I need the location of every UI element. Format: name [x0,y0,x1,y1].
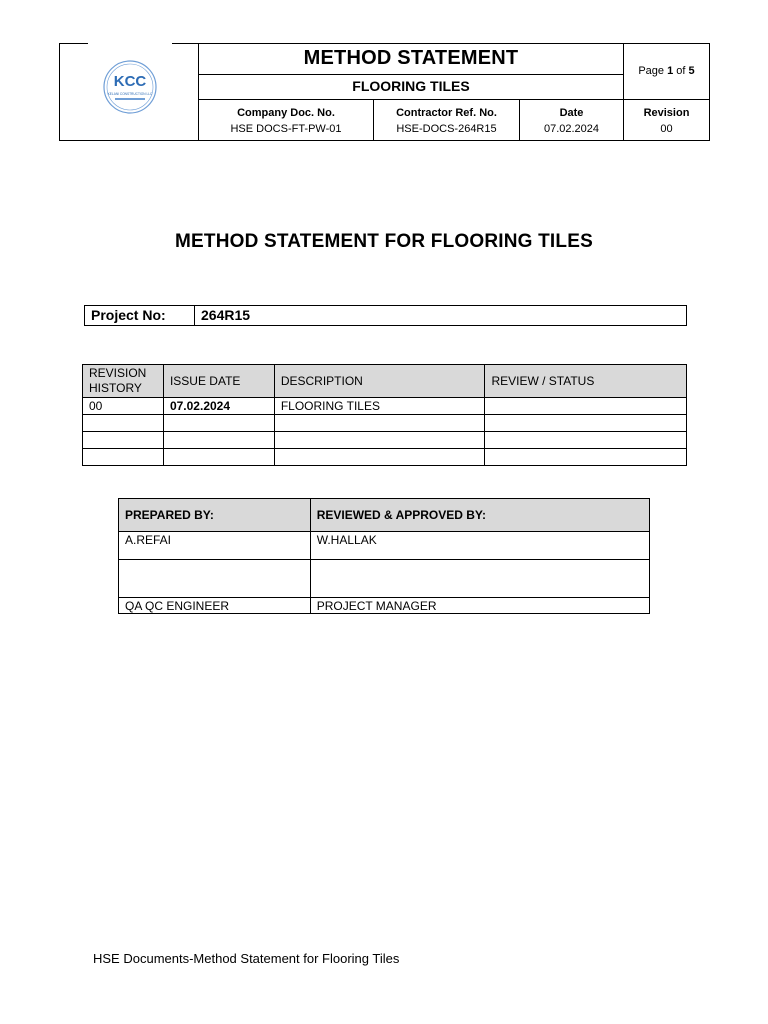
names-row [119,532,650,560]
revision-history-table [82,364,687,466]
page-footer: HSE Documents-Method Statement for Flooring Tiles [93,951,400,966]
document-header [59,43,710,141]
company-doc-label: Company Doc. No. [237,107,335,119]
document-title: METHOD STATEMENT FOR FLOORING TILES [175,231,593,252]
company-logo [101,59,159,115]
table-cell [274,432,485,449]
table-cell [163,415,274,432]
company-doc-cell [199,100,373,140]
page-indicator: Page 1 of 5 [623,44,709,100]
header-title: METHOD STATEMENT [199,44,623,75]
col-header-revision-history: REVISION HISTORY [83,365,164,398]
table-cell: FLOORING TILES [274,398,485,415]
table-cell [485,449,687,466]
col-header-review-status: REVIEW / STATUS [485,365,687,398]
project-label: Project No: [85,306,195,325]
svg-text:KELANI CONSTRUCTION LLC: KELANI CONSTRUCTION LLC [107,92,153,96]
table-header-row [83,365,687,398]
prepared-by-header: PREPARED BY: [119,499,311,532]
table-cell [83,415,164,432]
page-current: 1 [667,65,674,77]
approver-name: W.HALLAK [310,532,649,560]
preparer-role: QA QC ENGINEER [119,598,311,614]
approved-by-header: REVIEWED & APPROVED BY: [310,499,649,532]
project-number-box [84,305,687,326]
revision-cell [623,100,709,140]
preparer-signature [119,560,311,598]
table-cell: 07.02.2024 [163,398,274,415]
preparer-name: A.REFAI [119,532,311,560]
table-row [83,449,687,466]
table-row [83,415,687,432]
page-total: 5 [688,65,695,77]
col-header-description: DESCRIPTION [274,365,485,398]
revision-label: Revision [643,107,690,119]
table-cell: 00 [83,398,164,415]
contractor-ref-cell [373,100,519,140]
signature-row [119,560,650,598]
table-row [83,398,687,415]
approver-signature [310,560,649,598]
date-label: Date [559,107,584,119]
logo-cell [60,44,199,140]
roles-row [119,598,650,614]
company-doc-value: HSE DOCS-FT-PW-01 [230,123,342,135]
date-cell [519,100,623,140]
revision-value: 00 [660,123,673,135]
table-cell [83,449,164,466]
table-cell [485,398,687,415]
table-cell [163,449,274,466]
table-cell [83,432,164,449]
table-cell [485,432,687,449]
header-subtitle: FLOORING TILES [199,75,623,100]
table-cell [163,432,274,449]
col-header-issue-date: ISSUE DATE [163,365,274,398]
project-value: 264R15 [201,307,251,323]
table-cell [274,449,485,466]
contractor-ref-value: HSE-DOCS-264R15 [396,123,497,135]
table-header-row [119,499,650,532]
date-value: 07.02.2024 [543,123,600,135]
approval-table [118,498,650,614]
svg-text:KCC: KCC [113,73,147,90]
approver-role: PROJECT MANAGER [310,598,649,614]
table-cell [485,415,687,432]
table-cell [274,415,485,432]
contractor-ref-label: Contractor Ref. No. [396,107,497,119]
table-row [83,432,687,449]
